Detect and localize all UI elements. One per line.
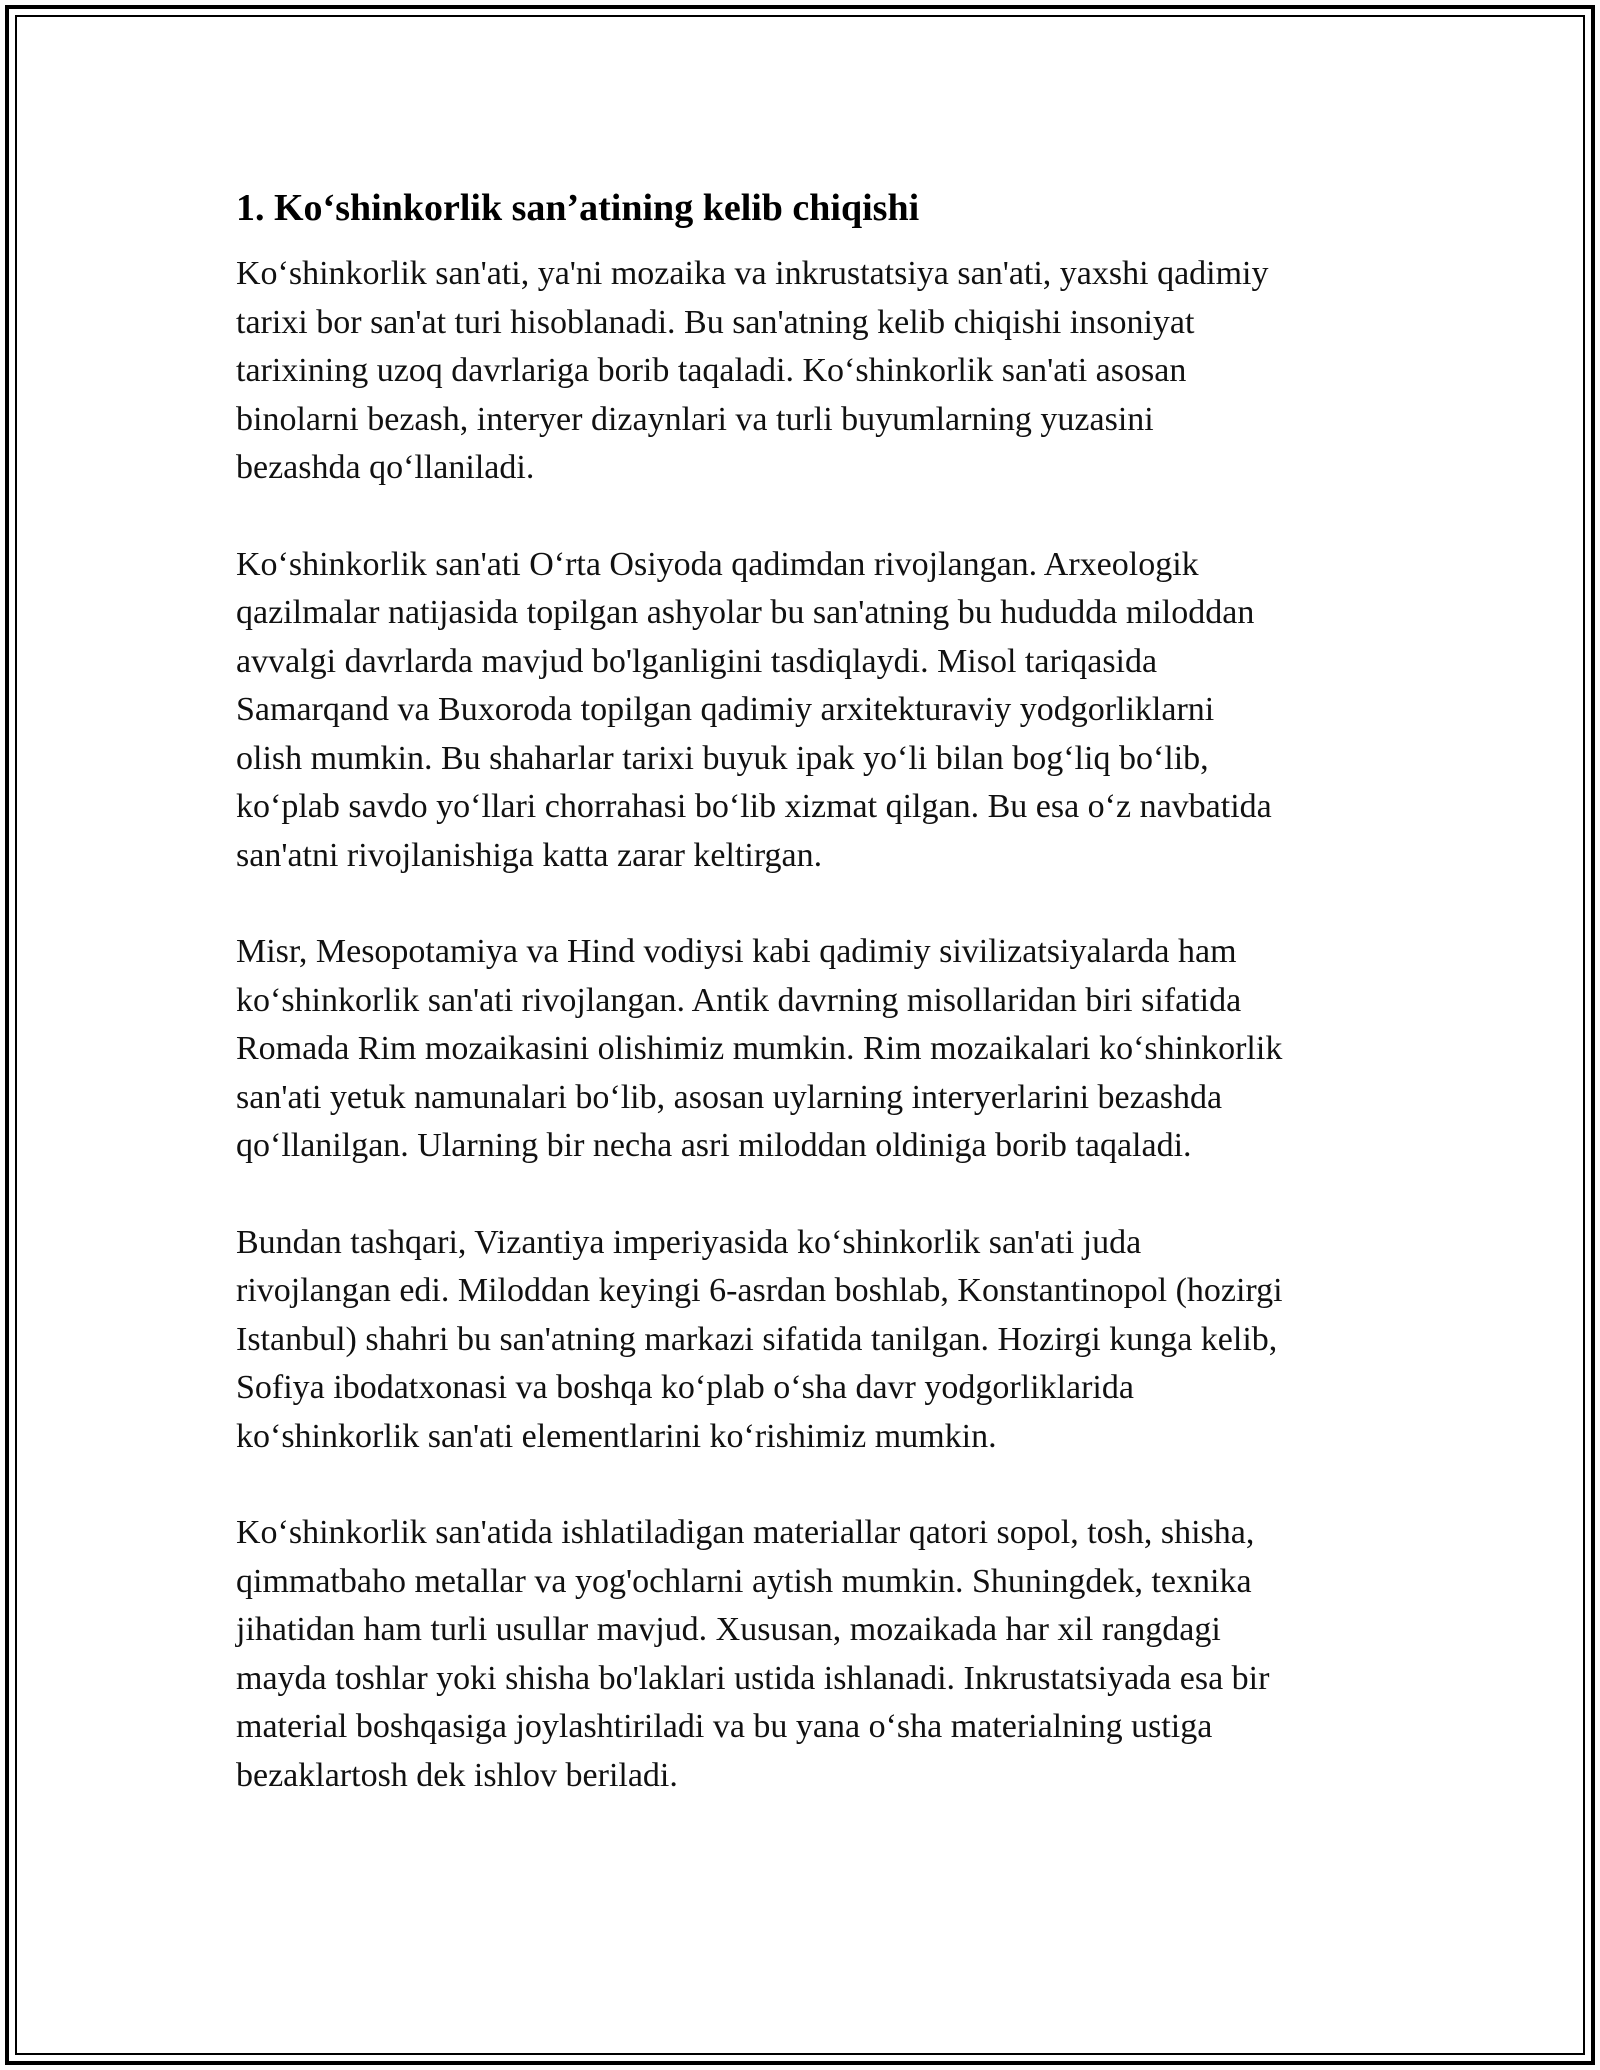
paragraph-line: binolarni bezash, interyer dizaynlari va turli buyumlarning yuzasini [236, 400, 1154, 438]
paragraph-line: rivojlangan edi. Miloddan keyingi 6-asrdan boshlab, Konstantinopol (hozirgi [236, 1272, 1283, 1309]
paragraph-line: jihatidan ham turli usullar mavjud. Xususan, mozaikada har xil rangdagi [236, 1611, 1221, 1648]
paragraph-line: bezaklartosh dek ishlov beriladi. [236, 1756, 678, 1794]
paragraph-line: ko‘plab savdo yo‘llari chorrahasi bo‘lib xizmat qilgan. Bu esa o‘z navbatida [236, 788, 1272, 825]
paragraph-line: bezashda qo‘llaniladi. [236, 449, 535, 486]
paragraph-line: qazilmalar natijasida topilgan ashyolar bu san'atning bu hududda miloddan [236, 594, 1255, 631]
paragraph-line: Romada Rim mozaikasini olishimiz mumkin. Rim mozaikalari ko‘shinkorlik [236, 1030, 1283, 1067]
paragraph-4 [236, 1219, 1376, 1462]
paragraph-2 [236, 541, 1376, 881]
paragraph-line: san'ati yetuk namunalari bo‘lib, asosan uylarning interyerlarini bezashda [236, 1078, 1223, 1116]
paragraph-line: tarixining uzoq davrlariga borib taqaladi. Ko‘shinkorlik san'ati asosan [236, 352, 1187, 389]
paragraph-line: qo‘llanilgan. Ularning bir necha asri miloddan oldiniga borib taqaladi. [236, 1127, 1192, 1164]
paragraph-list [236, 250, 1376, 1800]
paragraph-3 [236, 928, 1376, 1171]
paragraph-line: ko‘shinkorlik san'ati elementlarini ko‘rishimiz mumkin. [236, 1417, 997, 1455]
paragraph-line: ko‘shinkorlik san'ati rivojlangan. Antik davrning misollaridan biri sifatida [236, 981, 1242, 1019]
paragraph-line: Ko‘shinkorlik san'atida ishlatiladigan materiallar qatori sopol, tosh, shisha, [236, 1514, 1255, 1551]
paragraph-line: Istanbul) shahri bu san'atning markazi sifatida tanilgan. Hozirgi kunga kelib, [236, 1320, 1278, 1358]
paragraph-line: Samarqand va Buxoroda topilgan qadimiy arxitekturaviy yodgorliklarni [236, 691, 1215, 728]
paragraph-line: Ko‘shinkorlik san'ati O‘rta Osiyoda qadimdan rivojlangan. Arxeologik [236, 545, 1199, 583]
paragraph-line: san'atni rivojlanishiga katta zarar keltirgan. [236, 836, 823, 874]
paragraph-line: Bundan tashqari, Vizantiya imperiyasida ko‘shinkorlik san'ati juda [236, 1223, 1142, 1261]
document-body [236, 184, 1376, 1848]
paragraph-line: Ko‘shinkorlik san'ati, ya'ni mozaika va inkrustatsiya san'ati, yaxshi qadimiy [236, 255, 1269, 292]
paragraph-line: mayda toshlar yoki shisha bo'laklari ustida ishlanadi. Inkrustatsiyada esa bir [236, 1659, 1270, 1697]
paragraph-line: Misr, Mesopotamiya va Hind vodiysi kabi qadimiy sivilizatsiyalarda ham [236, 933, 1237, 970]
paragraph-line: avvalgi davrlarda mavjud bo'lganligini tasdiqlaydi. Misol tariqasida [236, 642, 1158, 680]
paragraph-5 [236, 1509, 1376, 1800]
paragraph-line: Sofiya ibodatxonasi va boshqa ko‘plab o‘sha davr yodgorliklarida [236, 1369, 1134, 1406]
paragraph-1 [236, 250, 1376, 493]
paragraph-line: material boshqasiga joylashtiriladi va bu yana o‘sha materialning ustiga [236, 1708, 1213, 1745]
paragraph-line: olish mumkin. Bu shaharlar tarixi buyuk ipak yo‘li bilan bog‘liq bo‘lib, [236, 739, 1209, 777]
paragraph-line: tarixi bor san'at turi hisoblanadi. Bu san'atning kelib chiqishi insoniyat [236, 303, 1195, 341]
paragraph-line: qimmatbaho metallar va yog'ochlarni aytish mumkin. Shuningdek, texnika [236, 1562, 1252, 1600]
section-heading: 1. Ko‘shinkorlik san’atining kelib chiqishi [236, 187, 920, 229]
